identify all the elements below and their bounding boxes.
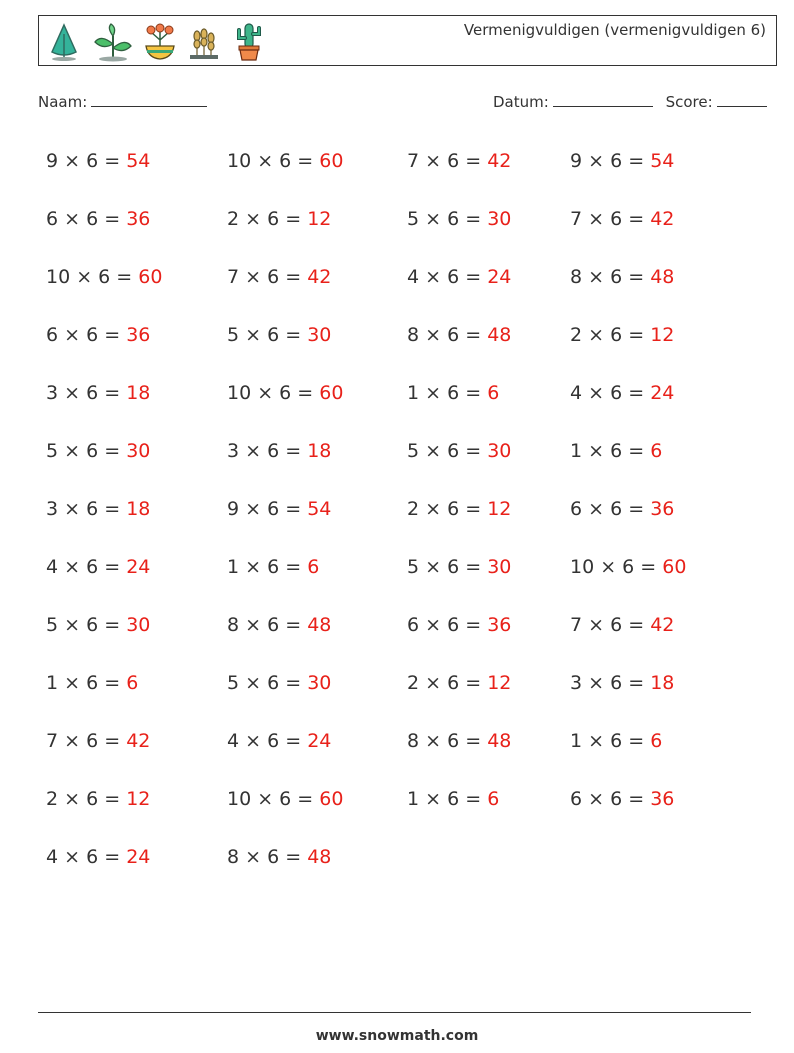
problem-item — [227, 845, 331, 869]
problem-answer: 48 — [487, 324, 512, 346]
problem-question: 2 × 6 = — [227, 208, 308, 230]
problem-answer: 30 — [487, 440, 512, 462]
problem-question: 1 × 6 = — [570, 440, 651, 462]
problem-answer: 12 — [487, 498, 512, 520]
problem-answer: 12 — [650, 324, 675, 346]
name-label: Naam: — [38, 93, 88, 111]
problem-answer: 54 — [650, 150, 675, 172]
problem-answer: 6 — [307, 556, 320, 578]
problem-answer: 60 — [662, 556, 687, 578]
problem-item — [570, 265, 674, 289]
problem-item — [570, 555, 686, 579]
name-line[interactable] — [91, 92, 207, 107]
problem-question: 3 × 6 = — [227, 440, 308, 462]
problem-question: 10 × 6 = — [227, 150, 320, 172]
problem-answer: 48 — [307, 614, 332, 636]
problem-answer: 18 — [126, 498, 151, 520]
flower-pot-icon — [143, 22, 177, 62]
problem-answer: 12 — [307, 208, 332, 230]
problem-question: 1 × 6 = — [570, 730, 651, 752]
problem-question: 4 × 6 = — [46, 846, 127, 868]
problem-question: 9 × 6 = — [46, 150, 127, 172]
problem-item — [407, 729, 511, 753]
problem-answer: 30 — [307, 324, 332, 346]
problem-answer: 60 — [138, 266, 163, 288]
problem-item — [227, 207, 331, 231]
problem-answer: 36 — [126, 324, 151, 346]
problem-item — [46, 497, 150, 521]
problem-answer: 36 — [126, 208, 151, 230]
problem-item — [46, 265, 162, 289]
problem-question: 1 × 6 = — [407, 788, 488, 810]
problem-item — [227, 439, 331, 463]
problem-item — [227, 613, 331, 637]
problem-question: 4 × 6 = — [570, 382, 651, 404]
problem-answer: 48 — [650, 266, 675, 288]
problem-item — [407, 787, 499, 811]
problem-question: 8 × 6 = — [227, 614, 308, 636]
problem-answer: 24 — [487, 266, 512, 288]
problem-question: 4 × 6 = — [407, 266, 488, 288]
problem-answer: 30 — [487, 556, 512, 578]
problem-item — [407, 149, 511, 173]
problem-question: 4 × 6 = — [46, 556, 127, 578]
problem-question: 8 × 6 = — [227, 846, 308, 868]
problem-question: 6 × 6 = — [570, 498, 651, 520]
date-label: Datum: — [493, 93, 549, 111]
problem-item — [407, 439, 511, 463]
problem-answer: 6 — [487, 788, 500, 810]
problem-item — [407, 671, 511, 695]
problem-answer: 48 — [487, 730, 512, 752]
problem-item — [407, 265, 511, 289]
problem-item — [46, 671, 138, 695]
problem-question: 1 × 6 = — [227, 556, 308, 578]
problem-question: 10 × 6 = — [227, 382, 320, 404]
problem-question: 9 × 6 = — [570, 150, 651, 172]
problem-question: 5 × 6 = — [407, 440, 488, 462]
problem-answer: 12 — [126, 788, 151, 810]
problem-question: 3 × 6 = — [46, 498, 127, 520]
problem-item — [570, 729, 662, 753]
problem-answer: 42 — [307, 266, 332, 288]
problem-question: 10 × 6 = — [227, 788, 320, 810]
problem-question: 7 × 6 = — [570, 614, 651, 636]
problem-item — [570, 323, 674, 347]
problem-item — [407, 613, 511, 637]
name-field — [38, 92, 207, 111]
problem-answer: 36 — [487, 614, 512, 636]
problem-question: 6 × 6 = — [46, 208, 127, 230]
problem-answer: 18 — [307, 440, 332, 462]
problem-answer: 42 — [650, 614, 675, 636]
date-line[interactable] — [553, 92, 653, 107]
problem-answer: 12 — [487, 672, 512, 694]
problem-answer: 6 — [650, 440, 663, 462]
problem-question: 2 × 6 = — [407, 498, 488, 520]
problem-item — [227, 497, 331, 521]
problem-question: 8 × 6 = — [407, 324, 488, 346]
problem-item — [227, 555, 319, 579]
problem-item — [570, 439, 662, 463]
problem-item — [227, 323, 331, 347]
problem-question: 3 × 6 = — [570, 672, 651, 694]
problem-answer: 30 — [307, 672, 332, 694]
problem-question: 6 × 6 = — [570, 788, 651, 810]
problem-question: 7 × 6 = — [570, 208, 651, 230]
problem-question: 2 × 6 = — [46, 788, 127, 810]
problem-answer: 42 — [126, 730, 151, 752]
problem-question: 4 × 6 = — [227, 730, 308, 752]
sprout-icon — [91, 22, 135, 62]
tree-icon — [47, 22, 81, 62]
problem-answer: 30 — [126, 614, 151, 636]
problem-item — [407, 381, 499, 405]
problem-item — [570, 207, 674, 231]
problem-question: 8 × 6 = — [407, 730, 488, 752]
problem-answer: 6 — [126, 672, 139, 694]
problem-answer: 36 — [650, 788, 675, 810]
problem-question: 8 × 6 = — [570, 266, 651, 288]
problem-answer: 60 — [319, 382, 344, 404]
problem-question: 6 × 6 = — [407, 614, 488, 636]
problem-item — [227, 729, 331, 753]
header-box — [38, 15, 777, 66]
problem-question: 7 × 6 = — [46, 730, 127, 752]
problem-answer: 42 — [650, 208, 675, 230]
problem-question: 1 × 6 = — [407, 382, 488, 404]
problem-question: 5 × 6 = — [46, 440, 127, 462]
problem-question: 5 × 6 = — [46, 614, 127, 636]
problem-item — [570, 671, 674, 695]
problem-item — [227, 381, 343, 405]
problem-item — [46, 787, 150, 811]
problem-answer: 48 — [307, 846, 332, 868]
problem-question: 9 × 6 = — [227, 498, 308, 520]
score-line[interactable] — [717, 92, 767, 107]
problem-answer: 42 — [487, 150, 512, 172]
problem-answer: 54 — [307, 498, 332, 520]
problem-question: 5 × 6 = — [227, 324, 308, 346]
problem-item — [570, 381, 674, 405]
problem-answer: 30 — [487, 208, 512, 230]
problem-item — [46, 555, 150, 579]
problem-item — [46, 207, 150, 231]
footer-url: www.snowmath.com — [315, 1028, 479, 1044]
problem-answer: 24 — [650, 382, 675, 404]
problem-item — [46, 381, 150, 405]
problem-item — [570, 613, 674, 637]
problem-question: 5 × 6 = — [407, 208, 488, 230]
problem-answer: 60 — [319, 150, 344, 172]
problem-question: 2 × 6 = — [570, 324, 651, 346]
problem-answer: 24 — [307, 730, 332, 752]
cactus-icon — [233, 22, 265, 62]
problem-item — [407, 207, 511, 231]
problem-item — [570, 787, 674, 811]
problem-item — [46, 439, 150, 463]
problem-answer: 18 — [126, 382, 151, 404]
wheat-icon — [187, 22, 221, 62]
problem-answer: 6 — [487, 382, 500, 404]
problem-question: 6 × 6 = — [46, 324, 127, 346]
score-label: Score: — [665, 93, 713, 111]
problem-item — [46, 149, 150, 173]
problem-question: 5 × 6 = — [227, 672, 308, 694]
problem-item — [46, 845, 150, 869]
problem-item — [407, 497, 511, 521]
footer-divider — [38, 1012, 751, 1013]
problem-answer: 18 — [650, 672, 675, 694]
problem-answer: 24 — [126, 846, 151, 868]
problem-item — [570, 149, 674, 173]
problem-question: 2 × 6 = — [407, 672, 488, 694]
date-field — [493, 92, 767, 111]
problem-question: 10 × 6 = — [570, 556, 663, 578]
problem-item — [407, 323, 511, 347]
problem-item — [227, 787, 343, 811]
problem-question: 7 × 6 = — [407, 150, 488, 172]
problem-item — [46, 323, 150, 347]
worksheet-title: Vermenigvuldigen (vermenigvuldigen 6) — [463, 21, 766, 39]
problem-question: 1 × 6 = — [46, 672, 127, 694]
problem-answer: 54 — [126, 150, 151, 172]
problem-item — [46, 729, 150, 753]
problem-answer: 36 — [650, 498, 675, 520]
problem-item — [46, 613, 150, 637]
problem-question: 10 × 6 = — [46, 266, 139, 288]
problem-question: 7 × 6 = — [227, 266, 308, 288]
problem-question: 3 × 6 = — [46, 382, 127, 404]
problem-item — [407, 555, 511, 579]
problem-answer: 30 — [126, 440, 151, 462]
problem-item — [227, 149, 343, 173]
problem-answer: 24 — [126, 556, 151, 578]
problem-item — [570, 497, 674, 521]
problem-answer: 60 — [319, 788, 344, 810]
problem-question: 5 × 6 = — [407, 556, 488, 578]
problem-item — [227, 671, 331, 695]
problem-answer: 6 — [650, 730, 663, 752]
problem-item — [227, 265, 331, 289]
